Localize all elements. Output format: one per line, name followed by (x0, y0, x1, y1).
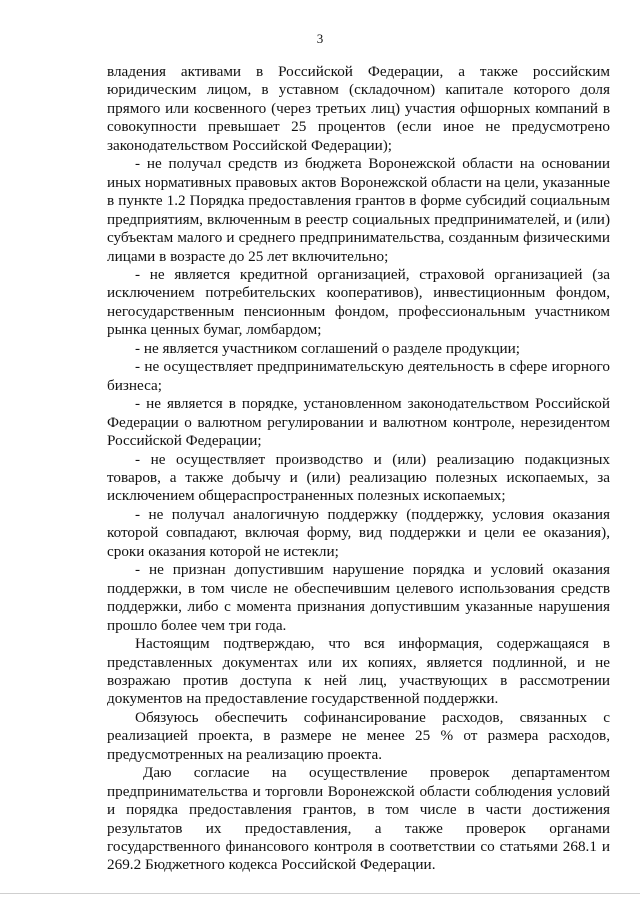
paragraph-excise-goods: - не осуществляет производство и (или) реализацию подакцизных товаров, а также добычу и (или) реализацию полезных ископаемых, за исключением общераспространенных полезных ископаемых; (107, 450, 610, 505)
paragraph-violations: - не признан допустившим нарушение порядка и условий оказания поддержки, в том числе не обеспечившим целевого использования средств поддержки, либо с момента признания допустившим указанные нарушения прошло более чем три года. (107, 561, 610, 634)
paragraph-similar-support: - не получал аналогичную поддержку (поддержку, условия оказания которой совпадают, включая форму, вид поддержки и цели ее оказания), сроки оказания которой не истекли; (107, 505, 610, 560)
page-number: 3 (316, 31, 324, 46)
paragraph-cofinancing: Обязуюсь обеспечить софинансирование расходов, связанных с реализацией проекта, в размере не менее 25 % от размера расходов, предусмотренных на реализацию проекта. (107, 708, 610, 763)
document-body (107, 63, 610, 875)
paragraph-budget-funds: - не получал средств из бюджета Воронежской области на основании иных нормативных правовых актов Воронежской области на цели, указанные в пункте 1.2 Порядка предоставления грантов в форме субсидий социальным предприятиям, включенным в реестр социальных предпринимателей, и (или) субъектам малого и среднего предпринимательства, созданным физическими лицами в возрасте до 25 лет включительно; (107, 155, 610, 265)
paragraph-production-sharing: - не является участником соглашений о разделе продукции; (135, 339, 520, 357)
bottom-edge-line (0, 893, 640, 894)
paragraph-consent: Даю согласие на осуществление проверок департаментом предпринимательства и торговли Воронежской области соблюдения условий и порядка предоставления грантов, в том числе в части достижения результатов их предоставления, а также проверок органами государственного финансового контроля в соответствии со статьями 268.1 и 269.2 Бюджетного кодекса Российской Федерации. (107, 764, 610, 874)
paragraph-not-credit-org: - не является кредитной организацией, страховой организацией (за исключением потребительских кооперативов), инвестиционным фондом, негосударственным пенсионным фондом, профессиональным участником рынка ценных бумаг, ломбардом; (107, 265, 610, 339)
paragraph-gambling: - не осуществляет предпринимательскую деятельность в сфере игорного бизнеса; (107, 358, 610, 394)
paragraph-non-resident: - не является в порядке, установленном законодательством Российской Федерации о валютном регулировании и валютном контроле, нерезидентом Российской Федерации; (107, 395, 610, 450)
paragraph-confirmation: Настоящим подтверждаю, что вся информация, содержащаяся в представленных документах или их копиях, является подлинной, и не возражаю против доступа к ней лиц, участвующих в рассмотрении документов на предоставление государственной поддержки. (107, 635, 610, 708)
paragraph-continuation: владения активами в Российской Федерации, а также российским юридическим лицом, в уставном (складочном) капитале которого доля прямого или косвенного (через третьих лиц) участия офшорных компаний в совокупности превышает 25 процентов (если иное не предусмотрено законодательством Российской Федерации); (107, 63, 610, 154)
